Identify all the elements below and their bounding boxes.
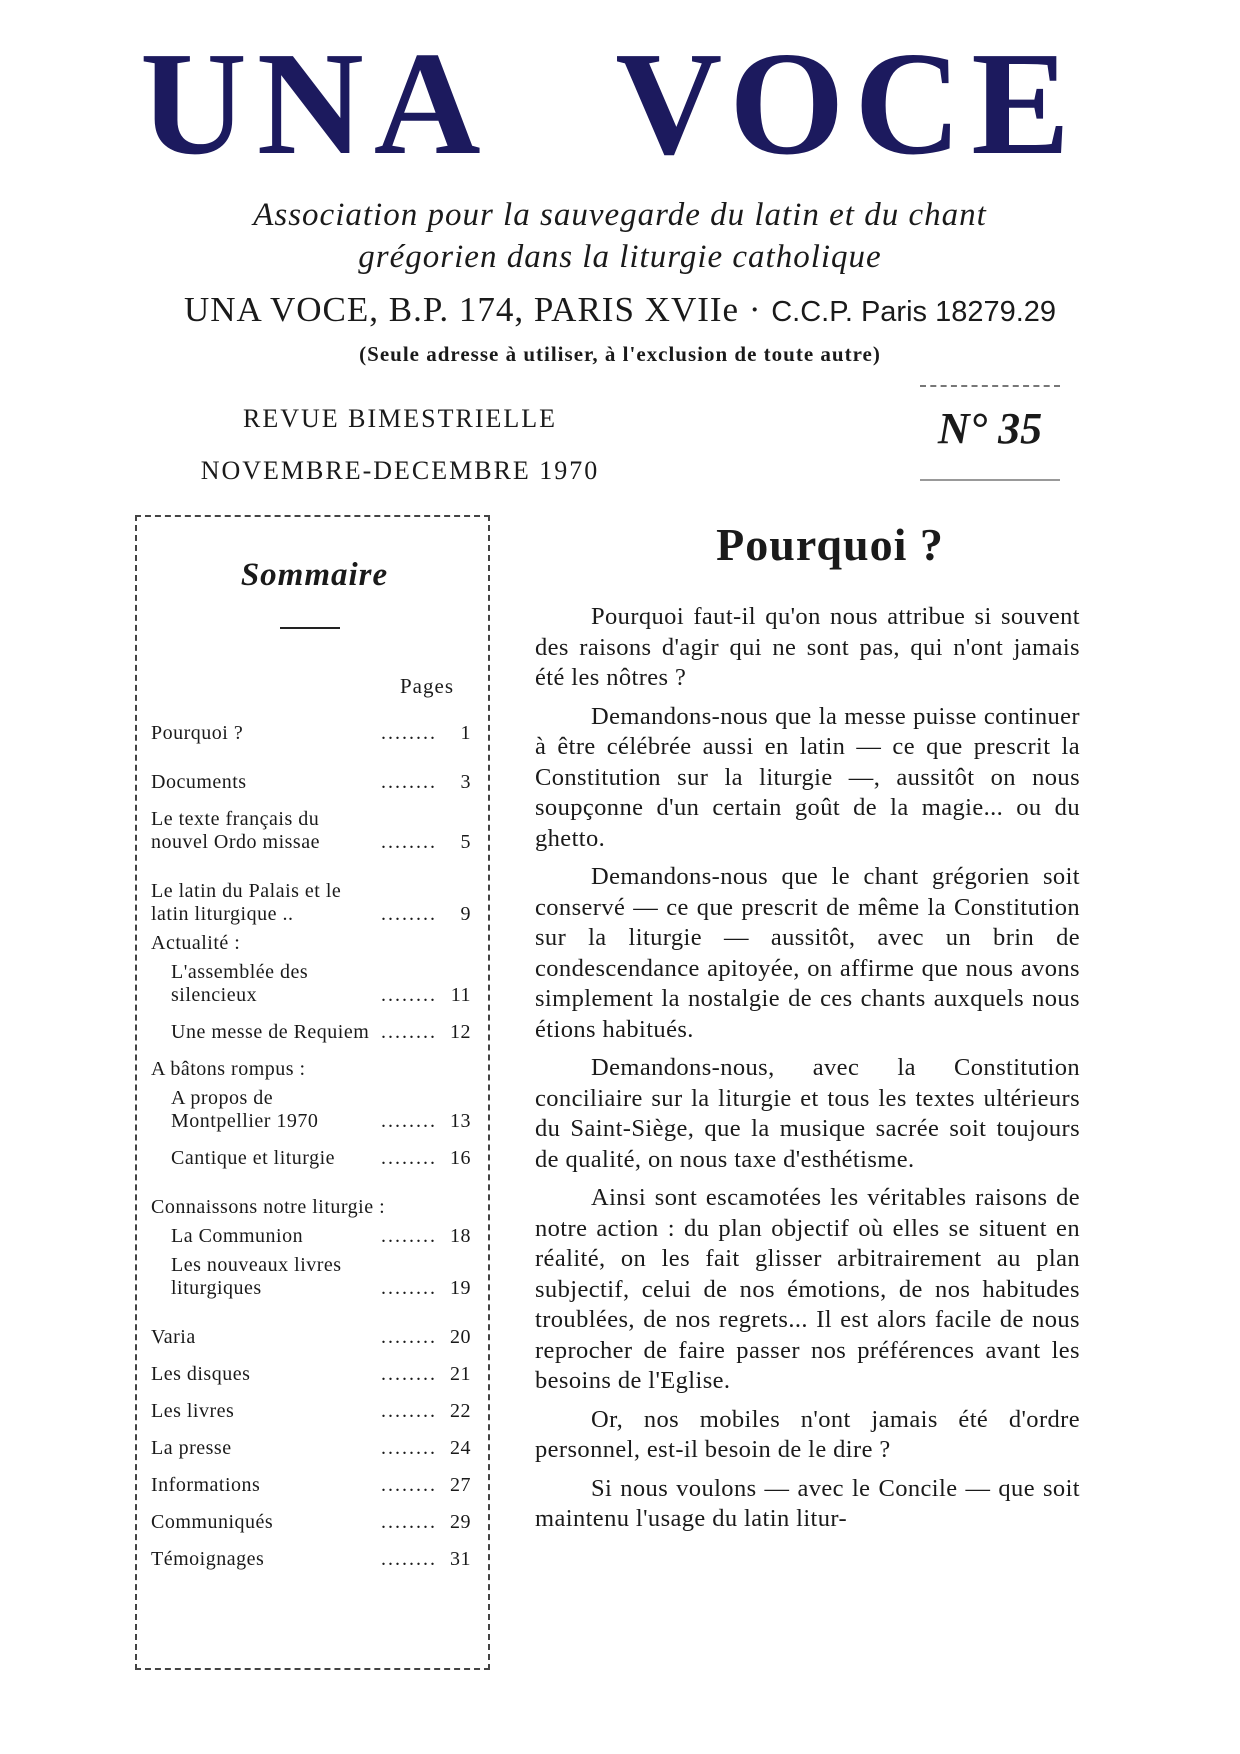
article-paragraph: Demandons-nous que le chant grégorien soit conservé — ce que prescrit de même la Constitution sur la liturgie — aussitôt, avec un brin de condescendance apitoyée, on affirme que nous avons simplement la nostalgie de ces chants auxquels nous étions habitués. (535, 863, 1080, 1043)
address-ccp: C.C.P. Paris 18279.29 (771, 296, 1057, 328)
sommaire-spacer (151, 1044, 471, 1058)
sommaire-entry-leader: ........ (381, 1225, 437, 1247)
sommaire-spacer (151, 1534, 471, 1548)
sommaire-entry (151, 1548, 471, 1571)
sommaire-divider (280, 627, 340, 629)
sommaire-entry (151, 1254, 471, 1300)
address-note: (Seule adresse à utiliser, à l'exclusion de toute autre) (359, 342, 881, 366)
sommaire-entry-leader: ........ (381, 722, 437, 744)
sommaire-entry-leader: ........ (381, 1147, 437, 1169)
sommaire-entry-label: Informations (151, 1474, 261, 1496)
sommaire-entry-page: 29 (450, 1511, 471, 1533)
tagline-line-1: Association pour la sauvegarde du latin et du chant (253, 197, 987, 233)
sommaire-entry (151, 1087, 471, 1133)
tagline-line-2: grégorien dans la liturgie catholique (358, 239, 882, 275)
article-paragraph: Or, nos mobiles n'ont jamais été d'ordre personnel, est-il besoin de le dire ? (535, 1405, 1080, 1463)
sommaire-entry-label: Pourquoi ? (151, 722, 244, 744)
sommaire-entry (151, 1225, 471, 1248)
sommaire-spacer (151, 794, 471, 808)
sommaire-entry-leader: ........ (381, 984, 437, 1006)
sommaire-entry-label: La presse (151, 1437, 232, 1459)
address-separator: · (748, 290, 772, 329)
sommaire-entry-label: Documents (151, 771, 247, 793)
sommaire-entry (151, 1511, 471, 1534)
sommaire-entry-page: 3 (460, 771, 471, 793)
sommaire-entry (151, 1437, 471, 1460)
address-main: UNA VOCE, B.P. 174, PARIS XVIIe (183, 290, 740, 329)
sommaire-entry-page: 24 (450, 1437, 471, 1459)
sommaire-list (151, 722, 471, 1571)
sommaire-entry (151, 771, 471, 794)
sommaire-entry-label: La Communion (171, 1225, 304, 1247)
sommaire-entry-page: 27 (450, 1474, 471, 1496)
article-body (535, 602, 1080, 1543)
sommaire-spacer (151, 1460, 471, 1474)
sommaire-entry-leader: ........ (381, 1363, 437, 1385)
sommaire-entry-label: Une messe de Requiem (171, 1021, 370, 1043)
sommaire-entry-label: Communiqués (151, 1511, 274, 1533)
sommaire-entry-page: 5 (460, 831, 471, 853)
sommaire-entry (151, 1021, 471, 1044)
sommaire-entry-label: Témoignages (151, 1548, 265, 1570)
article-paragraph: Demandons-nous, avec la Constitution conciliaire sur la liturgie et tous les textes ultérieurs du Saint-Siège, que la musique sacrée soit toujours de qualité, on nous taxe d'esthétisme. (535, 1054, 1080, 1173)
postal-address (120, 290, 1120, 330)
sommaire-entry (151, 1326, 471, 1349)
sommaire-entry-leader: ........ (381, 1474, 437, 1496)
sommaire-title: Sommaire (240, 557, 389, 593)
sommaire-spacer (151, 1170, 471, 1196)
sommaire-entry-label: Les livres (151, 1400, 235, 1422)
sommaire-entry-label: Le latin du Palais et le latin liturgique .. (151, 880, 342, 925)
sommaire-entry-page: 21 (450, 1363, 471, 1385)
sommaire-entry-leader: ........ (381, 831, 437, 853)
sommaire-entry-leader: ........ (381, 903, 437, 925)
sommaire-entry-leader: ........ (381, 1548, 437, 1570)
sommaire-spacer (151, 854, 471, 880)
issue-number: N° 35 (920, 385, 1060, 481)
revue-type: REVUE BIMESTRIELLE (242, 404, 558, 433)
article-paragraph: Si nous voulons — avec le Concile — que soit maintenu l'usage du latin litur- (535, 1474, 1080, 1532)
sommaire-spacer (151, 1386, 471, 1400)
sommaire-entry-leader: ........ (381, 1277, 437, 1299)
sommaire-box (135, 515, 490, 1670)
sommaire-spacer (151, 1497, 471, 1511)
sommaire-entry-label: Cantique et liturgie (171, 1147, 336, 1169)
sommaire-spacer (151, 1423, 471, 1437)
sommaire-entry (151, 1363, 471, 1386)
revue-info (170, 393, 630, 497)
sommaire-entry-leader: ........ (381, 1400, 437, 1422)
sommaire-entry (151, 808, 471, 854)
sommaire-entry-leader: ........ (381, 771, 437, 793)
sommaire-entry-page: 9 (460, 903, 471, 925)
sommaire-entry-leader: ........ (381, 1437, 437, 1459)
sommaire-spacer (151, 1133, 471, 1147)
sommaire-entry-label: Varia (151, 1326, 196, 1348)
revue-date: NOVEMBRE-DECEMBRE 1970 (200, 456, 600, 485)
sommaire-section-heading: Connaissons notre liturgie : (151, 1196, 386, 1218)
masthead-word-una: UNA (140, 22, 491, 186)
sommaire-entry-label: Les disques (151, 1363, 251, 1385)
sommaire-section-heading: A bâtons rompus : (151, 1058, 306, 1080)
sommaire-entry (151, 722, 471, 745)
masthead-word-voce: VOCE (615, 22, 1080, 186)
sommaire-entry (151, 1400, 471, 1423)
sommaire-entry-leader: ........ (381, 1511, 437, 1533)
sommaire-entry-leader: ........ (381, 1326, 437, 1348)
sommaire-spacer (151, 1349, 471, 1363)
article-paragraph: Demandons-nous que la messe puisse continuer à être célébrée aussi en latin — ce que prescrit la Constitution sur la liturgie —, aussitôt on nous soupçonne d'un certain goût de la magie... ou du ghetto. (535, 702, 1080, 852)
sommaire-entry (151, 961, 471, 1007)
sommaire-entry-page: 18 (450, 1225, 471, 1247)
sommaire-entry-page: 31 (450, 1548, 471, 1570)
sommaire-entry-page: 16 (450, 1147, 471, 1169)
sommaire-entry (151, 1474, 471, 1497)
article-title: Pourquoi ? (716, 519, 944, 570)
sommaire-entry-page: 1 (460, 722, 471, 744)
sommaire-entry (151, 880, 471, 926)
sommaire-spacer (151, 1007, 471, 1021)
sommaire-entry-page: 19 (450, 1277, 471, 1299)
tagline (120, 194, 1120, 278)
article-paragraph: Pourquoi faut-il qu'on nous attribue si souvent des raisons d'agir qui ne sont pas, qui n'ont jamais été les nôtres ? (535, 603, 1080, 691)
sommaire-spacer (151, 1300, 471, 1326)
sommaire-entry-page: 20 (450, 1326, 471, 1348)
sommaire-entry-page: 12 (450, 1021, 471, 1043)
article-paragraph: Ainsi sont escamotées les véritables raisons de notre action : du plan objectif où elles se situent en réalité, on les fait glisser arbitrairement au plan subjectif, celui de nos émotions, de nos habitudes troublées, de nos regrets... Il est alors facile de nous reprocher de faire passer nos préférences avant les besoins de l'Eglise. (535, 1184, 1080, 1394)
sommaire-entry-leader: ........ (381, 1021, 437, 1043)
pages-label: Pages (400, 674, 454, 698)
sommaire-entry-page: 13 (450, 1110, 471, 1132)
sommaire-entry-label: Les nouveaux livres liturgiques (171, 1254, 342, 1299)
sommaire-entry (151, 1147, 471, 1170)
sommaire-entry-label: L'assemblée des silencieux (171, 961, 309, 1006)
sommaire-section-heading: Actualité : (151, 932, 241, 954)
masthead (140, 22, 1080, 186)
sommaire-entry-leader: ........ (381, 1110, 437, 1132)
sommaire-entry-label: Le texte français du nouvel Ordo missae (151, 808, 320, 853)
sommaire-entry-page: 22 (450, 1400, 471, 1422)
sommaire-entry-label: A propos de Montpellier 1970 (171, 1087, 319, 1132)
sommaire-entry-page: 11 (450, 984, 471, 1006)
sommaire-spacer (151, 745, 471, 771)
